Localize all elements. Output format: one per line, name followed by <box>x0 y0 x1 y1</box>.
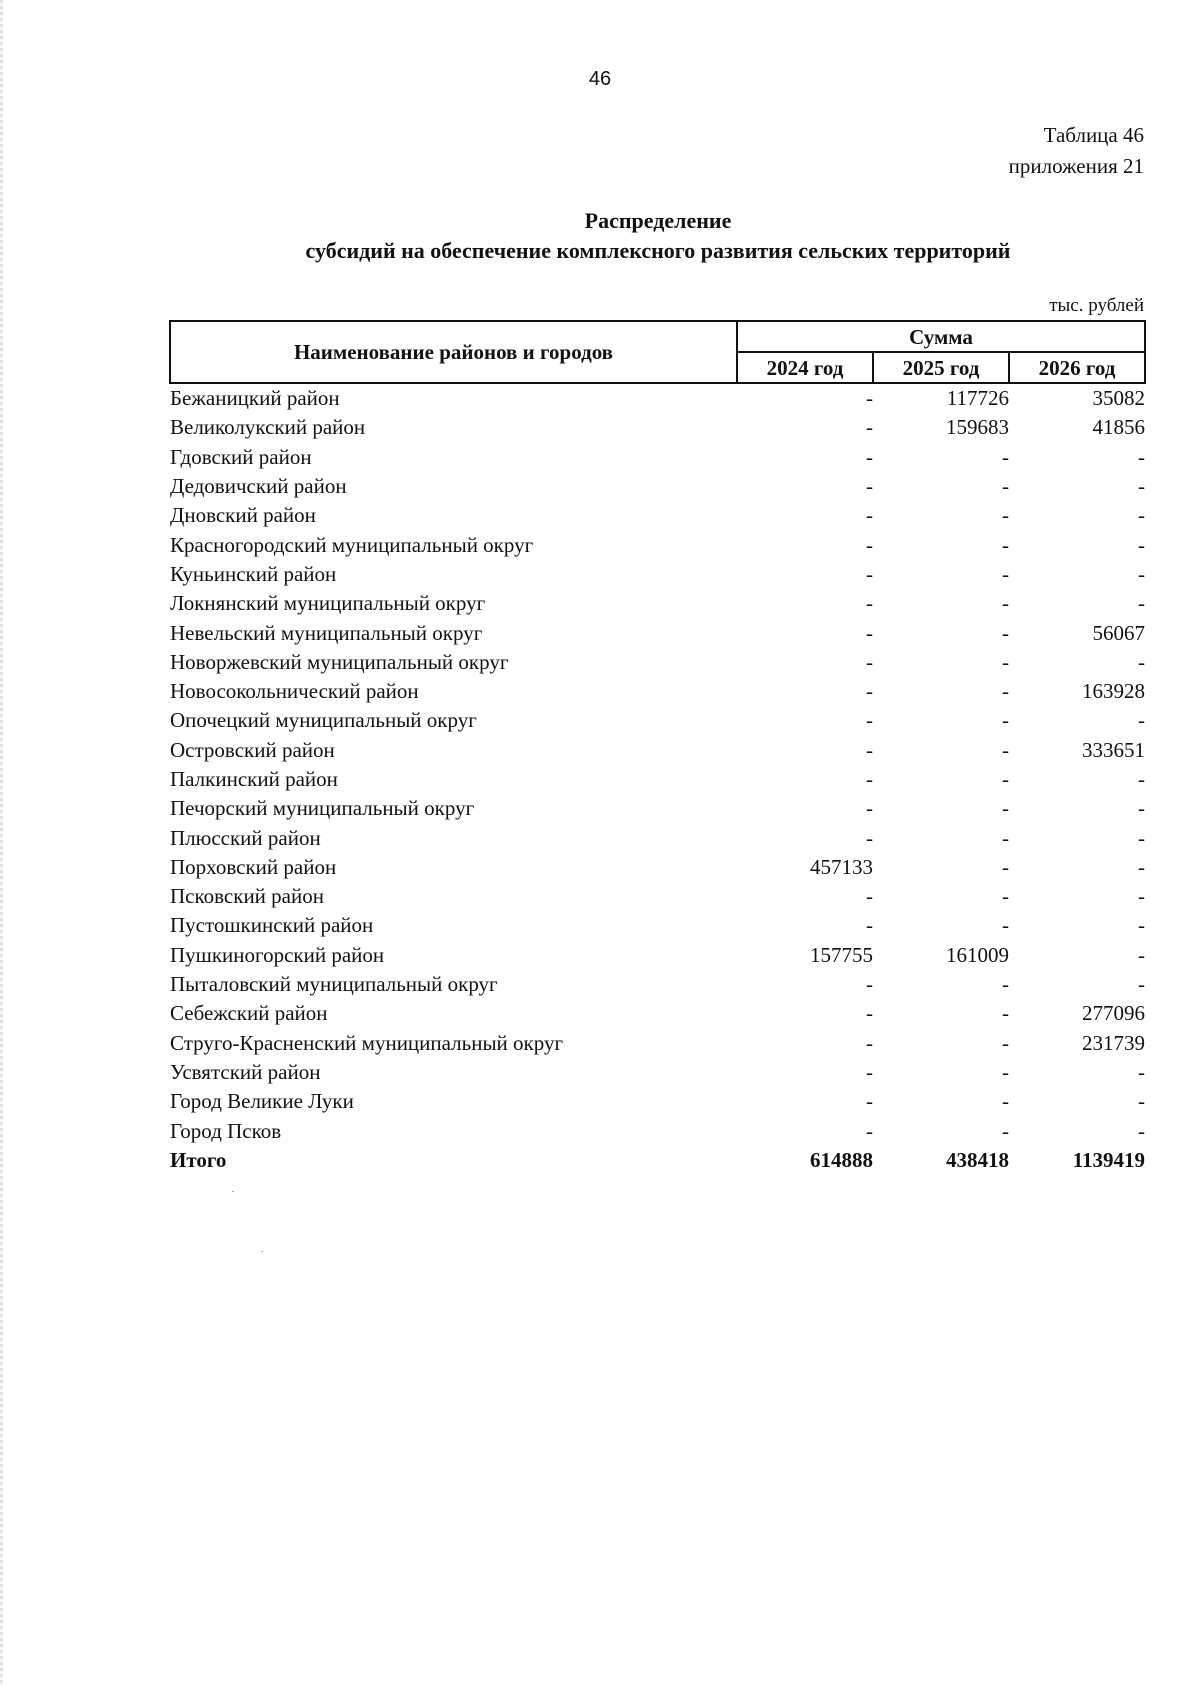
table-row <box>170 911 1145 940</box>
district-name: Порховский район <box>170 854 337 879</box>
amount-2025: - <box>1002 561 1009 586</box>
amount-2025: - <box>1002 591 1009 616</box>
amount-2026: 41856 <box>1092 415 1146 440</box>
district-name: Город Великие Луки <box>170 1089 354 1114</box>
title-line1: Распределение <box>584 208 732 233</box>
amount-2026: - <box>1138 649 1146 674</box>
amount-2024: - <box>866 708 873 733</box>
amount-2025: - <box>1002 796 1009 821</box>
amount-2024: - <box>866 767 873 791</box>
amount-2025: 159683 <box>946 415 1009 440</box>
amount-2024: - <box>866 591 873 616</box>
amount-2026: - <box>1138 825 1146 850</box>
amount-2025: - <box>1002 972 1009 997</box>
table-row <box>170 501 1145 530</box>
district-name: Островский район <box>170 737 335 762</box>
table-reference-line1: Таблица 46 <box>1043 123 1144 147</box>
header-year-2025: 2025 год <box>873 352 1009 383</box>
amount-2026: 56067 <box>1092 620 1146 645</box>
amount-2024: - <box>866 1089 873 1114</box>
table-row <box>170 1087 1145 1116</box>
amount-2026: - <box>1138 1118 1146 1143</box>
amount-2024: - <box>866 884 873 909</box>
table-row <box>170 970 1145 999</box>
amount-2024: - <box>866 1001 873 1026</box>
amount-2025: - <box>1002 737 1009 762</box>
amount-2024: - <box>866 737 873 762</box>
amount-2025: - <box>1002 1001 1009 1026</box>
table-row <box>170 882 1145 911</box>
amount-2025: - <box>1002 444 1009 469</box>
amount-2025: - <box>1002 503 1009 528</box>
district-name: Пыталовский муниципальный округ <box>170 972 498 997</box>
table-row <box>170 589 1145 618</box>
district-name: Дедовичский район <box>170 474 347 499</box>
amount-2025: - <box>1002 474 1009 499</box>
district-name: Усвятский район <box>170 1059 321 1084</box>
table-row <box>170 1029 1145 1058</box>
amount-2026: - <box>1138 708 1146 733</box>
amount-2024: - <box>866 1059 873 1084</box>
table-row <box>170 999 1145 1028</box>
total-amount-2024: 614888 <box>810 1147 873 1172</box>
district-name: Струго-Красненский муниципальный округ <box>170 1030 564 1055</box>
amount-2026: 333651 <box>1082 737 1146 762</box>
table-row <box>170 823 1145 852</box>
district-name: Псковский район <box>170 884 324 909</box>
district-name: Куньинский район <box>170 561 337 586</box>
table-row <box>170 413 1145 442</box>
amount-2024: - <box>866 503 873 528</box>
table-row <box>170 677 1145 706</box>
amount-2026: - <box>1138 532 1146 557</box>
district-name: Гдовский район <box>170 444 312 469</box>
table-row <box>170 648 1145 677</box>
amount-2026: 35082 <box>1092 386 1146 411</box>
scan-speck <box>261 1251 263 1252</box>
table-row <box>170 736 1145 765</box>
amount-2026: 231739 <box>1082 1030 1146 1055</box>
amount-2025: - <box>1002 1089 1009 1114</box>
amount-2024: - <box>866 561 873 586</box>
table-header <box>170 321 1145 383</box>
table-row <box>170 560 1145 589</box>
amount-2024: - <box>866 532 873 557</box>
amount-2025: - <box>1002 854 1009 879</box>
district-name: Печорский муниципальный округ <box>170 796 475 821</box>
amount-2026: - <box>1138 1089 1146 1114</box>
amount-2024: - <box>866 972 873 997</box>
district-name: Локнянский муниципальный округ <box>170 591 486 616</box>
amount-2025: - <box>1002 620 1009 645</box>
district-name: Пустошкинский район <box>170 913 374 938</box>
amount-2026: - <box>1138 854 1146 879</box>
amount-2025: - <box>1002 825 1009 850</box>
document-title <box>0 206 1200 266</box>
amount-2026: - <box>1138 503 1146 528</box>
table-reference-line2: приложения 21 <box>1008 154 1144 178</box>
table-row <box>170 618 1145 647</box>
amount-2024: - <box>866 913 873 938</box>
amount-2024: 457133 <box>810 854 873 879</box>
district-name: Новоржевский муниципальный округ <box>170 649 509 674</box>
total-amount-2025: 438418 <box>946 1147 1009 1172</box>
amount-2025: - <box>1002 913 1009 938</box>
table-row <box>170 706 1145 735</box>
table-row <box>170 1116 1145 1145</box>
amount-2025: - <box>1002 708 1009 733</box>
amount-2024: 157755 <box>810 942 873 967</box>
amount-2026: - <box>1138 767 1146 791</box>
amount-2026: - <box>1138 913 1146 938</box>
amount-2025: - <box>1002 679 1009 704</box>
table-reference <box>1009 120 1144 182</box>
table-row <box>170 383 1145 413</box>
table-row <box>170 941 1145 970</box>
table-body <box>170 383 1145 1175</box>
amount-2024: - <box>866 796 873 821</box>
district-name: Опочецкий муниципальный округ <box>170 708 477 733</box>
header-year-2026: 2026 год <box>1009 352 1145 383</box>
amount-2024: - <box>866 649 873 674</box>
amount-2024: - <box>866 679 873 704</box>
table-row <box>170 765 1145 794</box>
district-name: Плюсский район <box>170 825 321 850</box>
amount-2024: - <box>866 620 873 645</box>
amount-2024: - <box>866 415 873 440</box>
amount-2025: - <box>1002 649 1009 674</box>
amount-2026: - <box>1138 444 1146 469</box>
amount-2024: - <box>866 386 873 411</box>
district-name: Новосокольнический район <box>170 679 419 704</box>
total-label: Итого <box>170 1147 227 1172</box>
district-name: Город Псков <box>170 1118 282 1143</box>
amount-2024: - <box>866 825 873 850</box>
subsidy-table <box>169 320 1146 1175</box>
header-year-2024: 2024 год <box>737 352 873 383</box>
amount-2024: - <box>866 1030 873 1055</box>
amount-2026: - <box>1138 942 1146 967</box>
amount-2026: - <box>1138 561 1146 586</box>
title-line2: субсидий на обеспечение комплексного развития сельских территорий <box>305 238 1011 263</box>
amount-2024: - <box>866 474 873 499</box>
page-number: 46 <box>588 68 612 90</box>
table-row <box>170 1058 1145 1087</box>
amount-2026: 163928 <box>1082 679 1146 704</box>
amount-2025: - <box>1002 1118 1009 1143</box>
table-total-row <box>170 1146 1145 1175</box>
district-name: Великолукский район <box>170 415 366 440</box>
district-name: Дновский район <box>170 503 316 528</box>
amount-2025: - <box>1002 532 1009 557</box>
amount-2026: 277096 <box>1082 1001 1146 1026</box>
district-name: Красногородский муниципальный округ <box>170 532 534 557</box>
district-name: Бежаницкий район <box>170 386 340 411</box>
district-name: Невельский муниципальный округ <box>170 620 483 645</box>
table-row <box>170 853 1145 882</box>
amount-2026: - <box>1138 1059 1146 1084</box>
amount-2026: - <box>1138 474 1146 499</box>
amount-2025: - <box>1002 1059 1009 1084</box>
header-name: Наименование районов и городов <box>170 321 737 383</box>
header-sum: Сумма <box>737 321 1145 352</box>
total-amount-2026: 1139419 <box>1072 1147 1146 1172</box>
units-label: тыс. рублей <box>1049 295 1144 316</box>
table-row <box>170 443 1145 472</box>
amount-2025: 117726 <box>946 386 1009 411</box>
amount-2026: - <box>1138 884 1146 909</box>
district-name: Себежский район <box>170 1001 328 1026</box>
amount-2025: - <box>1002 767 1009 791</box>
scan-speck <box>232 1191 234 1192</box>
table-row <box>170 472 1145 501</box>
district-name: Пушкиногорский район <box>170 942 385 967</box>
amount-2024: - <box>866 444 873 469</box>
amount-2025: - <box>1002 884 1009 909</box>
amount-2025: 161009 <box>946 942 1009 967</box>
table-row <box>170 530 1145 559</box>
amount-2026: - <box>1138 796 1146 821</box>
amount-2026: - <box>1138 591 1146 616</box>
amount-2025: - <box>1002 1030 1009 1055</box>
table-row <box>170 794 1145 823</box>
amount-2026: - <box>1138 972 1146 997</box>
district-name: Палкинский район <box>170 767 338 791</box>
amount-2024: - <box>866 1118 873 1143</box>
